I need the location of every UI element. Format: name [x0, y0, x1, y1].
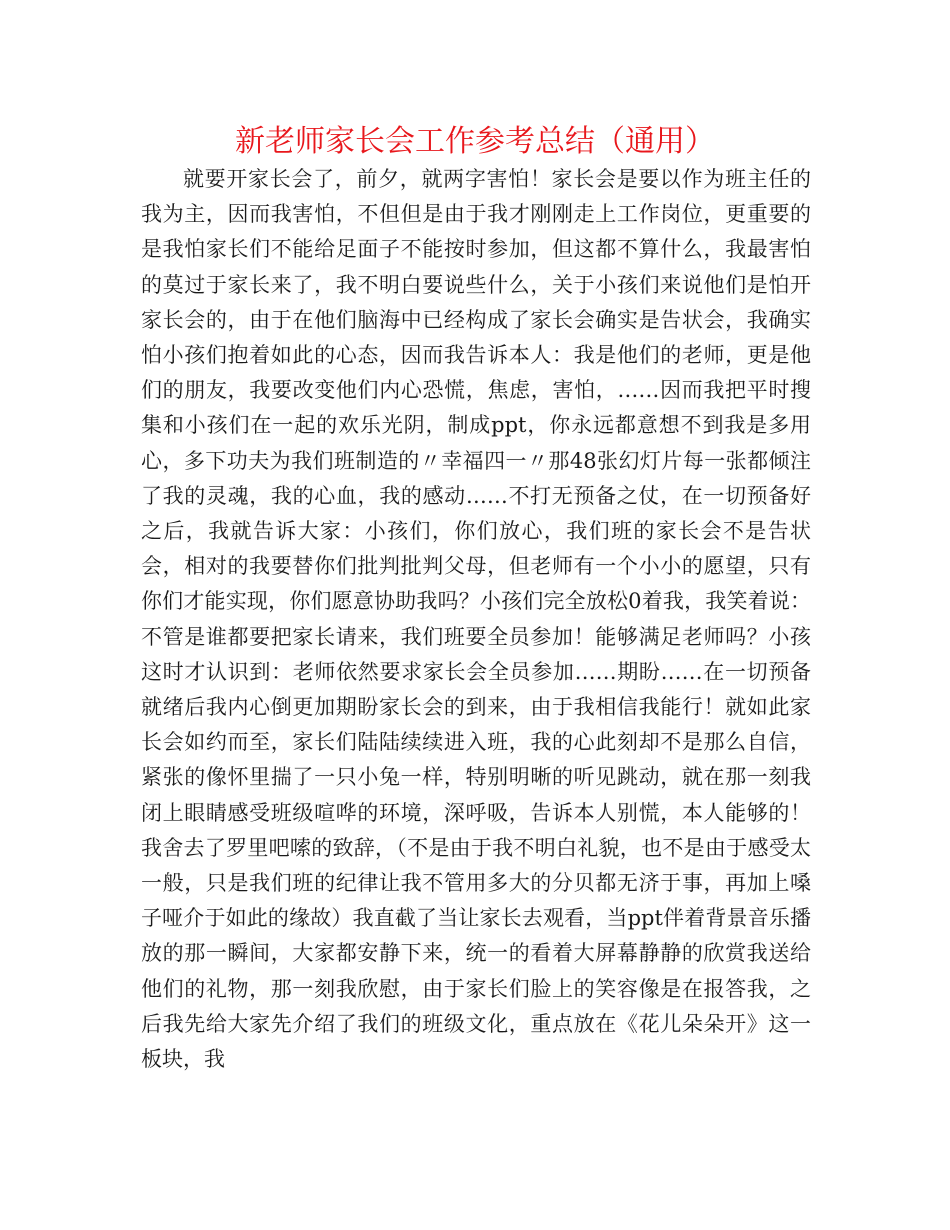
document-title: 新老师家长会工作参考总结（通用）: [235, 124, 715, 159]
body-paragraph: 就要开家长会了，前夕，就两字害怕！家长会是要以作为班主任的我为主，因而我害怕，不但但是由于我才刚刚走上工作岗位，更重要的是我怕家长们不能给足面子不能按时参加，但这都不算什么，我最害怕的莫过于家长来了，我不明白要说些什么，关于小孩们来说他们是怕开家长会的，由于在他们脑海中已经构成了家长会确实是告状会，我确实怕小孩们抱着如此的心态，因而我告诉本人：我是他们的老师，更是他们的朋友，我要改变他们内心恐慌，焦虑，害怕，……因而我把平时搜集和小孩们在一起的欢乐光阴，制成ppt，你永远都意想不到我是多用心，多下功夫为我们班制造的〃幸福四一〃那48张幻灯片每一张都倾注了我的灵魂，我的心血，我的感动……不打无预备之仗，在一切预备好之后，我就告诉大家：小孩们，你们放心，我们班的家长会不是告状会，相对的我要替你们批判批判父母，但老师有一个小小的愿望，只有你们才能实现，你们愿意协助我吗？小孩们完全放松0着我，我笑着说：不管是谁都要把家长请来，我们班要全员参加！能够满足老师吗？小孩这时才认识到：老师依然要求家长会全员参加……期盼……在一切预备就绪后我内心倒更加期盼家长会的到来，由于我相信我能行！就如此家长会如约而至，家长们陆陆续续进入班，我的心此刻却不是那么自信，紧张的像怀里揣了一只小兔一样，特别明晰的听见跳动，就在那一刻我闭上眼睛感受班级喧哗的环境，深呼吸，告诉本人别慌，本人能够的！我舍去了罗里吧嗦的致辞，（不是由于我不明白礼貌，也不是由于感受太一般，只是我们班的纪律让我不管用多大的分贝都无济于事，再加上嗓子哑介于如此的缘故）我直截了当让家长去观看，当ppt伴着背景音乐播放的那一瞬间，大家都安静下来，统一的看着大屏幕静静的欣赏我送给他们的礼物，那一刻我欣慰，由于家长们脸上的笑容像是在报答我，之后我先给大家先介绍了我们的班级文化，重点放在《花儿朵朵开》这一板块，我: [141, 167, 811, 1072]
